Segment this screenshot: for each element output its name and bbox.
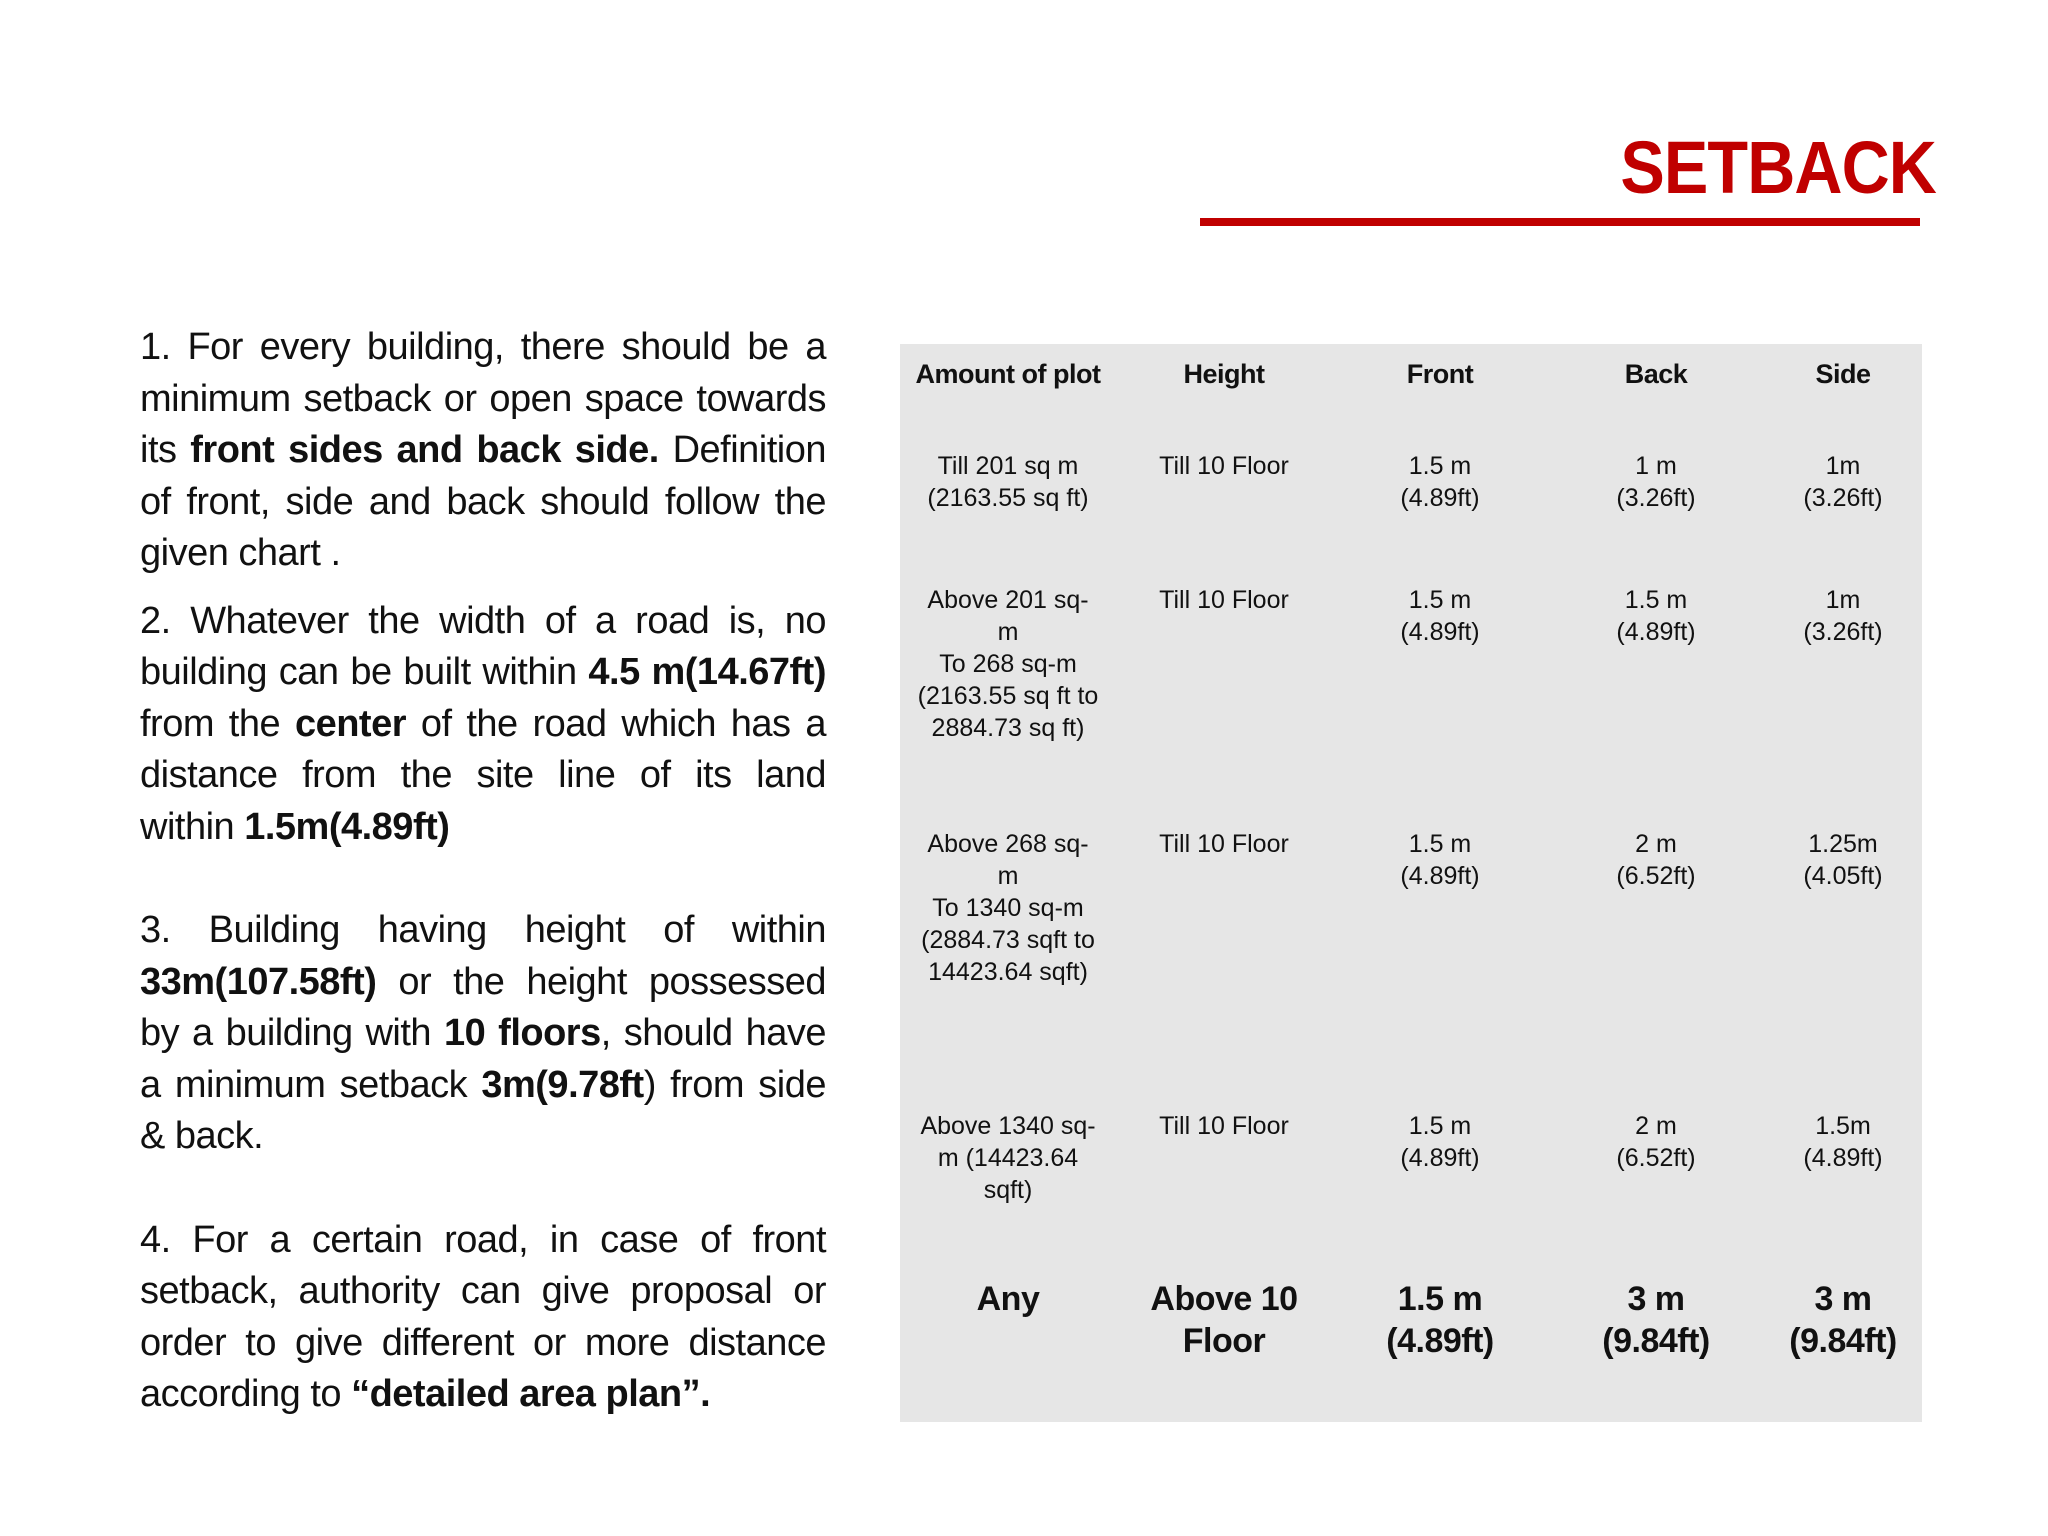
table-cell: Till 10 Floor	[1159, 830, 1289, 858]
note-3	[140, 905, 826, 1163]
table-cell: Above 1340 sq- m (14423.64 sqft)	[920, 1112, 1096, 1204]
note-1-text-a: 1. For every building, there should be a minimum setback or open space towards its	[140, 326, 826, 471]
table-cell: Above 201 sq- m To 268 sq-m (2163.55 sq ft to 2884.73 sq ft)	[917, 586, 1099, 742]
note-2-bold-c: 1.5m(4.89ft)	[244, 805, 450, 848]
note-3-bold-c: 3m(9.78ft	[481, 1063, 644, 1106]
table-cell: 1.5 m (4.89ft)	[1386, 1280, 1494, 1360]
table-cell: 3 m (9.84ft)	[1789, 1280, 1897, 1360]
header-front: Front	[1406, 359, 1474, 389]
header-height: Height	[1183, 359, 1265, 389]
note-4-text-a: 4. For a certain road, in case of front setback, authority can give proposal or order to give different or more distance according to	[140, 1218, 826, 1415]
table-cell: Above 268 sq- m To 1340 sq-m (2884.73 sqft to 14423.64 sqft)	[921, 830, 1095, 986]
note-4-bold-a: “detailed area plan”.	[351, 1373, 711, 1415]
note-2-bold-b: center	[294, 702, 407, 745]
table-cell: 3 m (9.84ft)	[1602, 1280, 1710, 1360]
table-cell: 1.5 m (4.89ft)	[1616, 586, 1696, 646]
note-3-text-c: , should have a minimum setback	[140, 1012, 826, 1106]
note-3-bold-a: 33m(107.58ft)	[140, 960, 377, 1003]
header-back: Back	[1624, 359, 1688, 389]
note-1-text-b: Definition of front, side and back should follow the given chart .	[140, 429, 827, 574]
table-cell: Till 10 Floor	[1159, 586, 1289, 614]
table-cell: Any	[976, 1280, 1040, 1318]
setback-notes	[140, 322, 826, 1421]
table-cell: 1 m (3.26ft)	[1616, 452, 1696, 512]
header-side: Side	[1815, 359, 1871, 389]
note-4	[140, 1215, 826, 1421]
table-cell: 1.25m (4.05ft)	[1803, 830, 1883, 890]
note-2-text-b: from the	[140, 702, 295, 745]
setback-table	[900, 344, 1922, 1422]
note-1-bold-a: front sides and back side.	[190, 429, 659, 471]
note-2-text-a: 2. Whatever the width of a road is, no building can be built within	[140, 599, 826, 693]
table-cell: 1.5 m (4.89ft)	[1400, 452, 1480, 512]
table-cell: Till 201 sq m (2163.55 sq ft)	[927, 452, 1089, 512]
note-3-text-b: or the height possessed by a building with	[140, 960, 826, 1054]
title-underline	[1200, 218, 1920, 226]
note-2-bold-a: 4.5 m(14.67ft)	[588, 651, 826, 693]
note-3-text-d: ) from side & back.	[140, 1063, 826, 1157]
table-cell: 1.5m (4.89ft)	[1803, 1112, 1883, 1172]
note-3-text-a: 3. Building having height of within	[140, 909, 826, 951]
page-title: SETBACK	[1620, 126, 1936, 209]
table-cell: 1m (3.26ft)	[1803, 452, 1883, 512]
note-2-text-c: of the road which has a distance from the site line of its land within	[140, 702, 826, 848]
table-cell: Above 10 Floor	[1150, 1280, 1298, 1360]
note-3-bold-b: 10 floors	[443, 1012, 601, 1054]
table-cell: Till 10 Floor	[1159, 1112, 1289, 1140]
table-cell: 1.5 m (4.89ft)	[1400, 1112, 1480, 1172]
table-cell: 1m (3.26ft)	[1803, 586, 1883, 646]
table-cell: Till 10 Floor	[1159, 452, 1289, 480]
table-cell: 1.5 m (4.89ft)	[1400, 586, 1480, 646]
note-2	[140, 596, 826, 854]
table-cell: 2 m (6.52ft)	[1616, 1112, 1696, 1172]
header-amount-of-plot: Amount of plot	[915, 359, 1101, 389]
table-cell: 2 m (6.52ft)	[1616, 830, 1696, 890]
table-cell: 1.5 m (4.89ft)	[1400, 830, 1480, 890]
note-1	[140, 322, 826, 580]
